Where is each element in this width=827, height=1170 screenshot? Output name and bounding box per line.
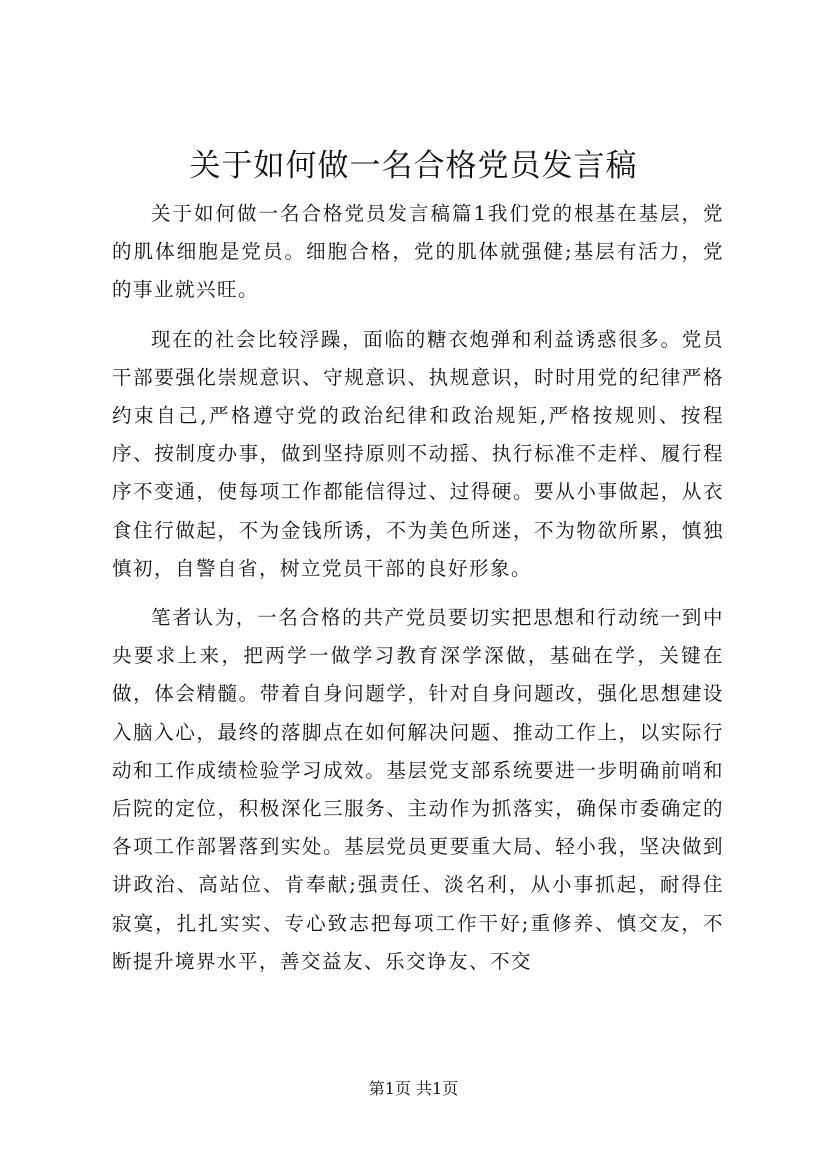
- paragraph-1: 关于如何做一名合格党员发言稿篇1我们党的根基在基层，党的肌体细胞是党员。细胞合格，党的肌体就强健;基层有活力，党的事业就兴旺。: [112, 202, 724, 302]
- paragraph-2: 现在的社会比较浮躁，面临的糖衣炮弹和利益诱惑很多。党员干部要强化崇规意识、守规意识、执规意识，时时用党的纪律严格约束自己,严格遵守党的政治纪律和政治规矩,严格按规则、按程序、按制度办事，做到坚持原则不动摇、执行标准不走样、履行程序不变通，使每项工作都能信得过、过得硬。要从小事做起，从衣食住行做起，不为金钱所诱，不为美色所迷，不为物欲所累，慎独慎初，自警自省，树立党员干部的良好形象。: [112, 327, 724, 580]
- paragraph-3: 笔者认为，一名合格的共产党员要切实把思想和行动统一到中央要求上来，把两学一做学习教育深学深做，基础在学，关键在做，体会精髓。带着自身问题学，针对自身问题改，强化思想建设入脑入心，最终的落脚点在如何解决问题、推动工作上，以实际行动和工作成绩检验学习成效。基层党支部系统要进一步明确前哨和后院的定位，积极深化三服务、主动作为抓落实，确保市委确定的各项工作部署落到实处。基层党员更要重大局、轻小我，坚决做到讲政治、高站位、肯奉献;强责任、淡名利，从小事抓起，耐得住寂寞，扎扎实实、专心致志把每项工作干好;重修养、慎交友，不断提升境界水平，善交益友、乐交诤友、不交: [112, 606, 724, 973]
- page-footer: 第1页 共1页: [368, 1079, 459, 1098]
- document-body: [112, 195, 724, 992]
- document-title: 关于如何做一名合格党员发言稿: [189, 148, 638, 184]
